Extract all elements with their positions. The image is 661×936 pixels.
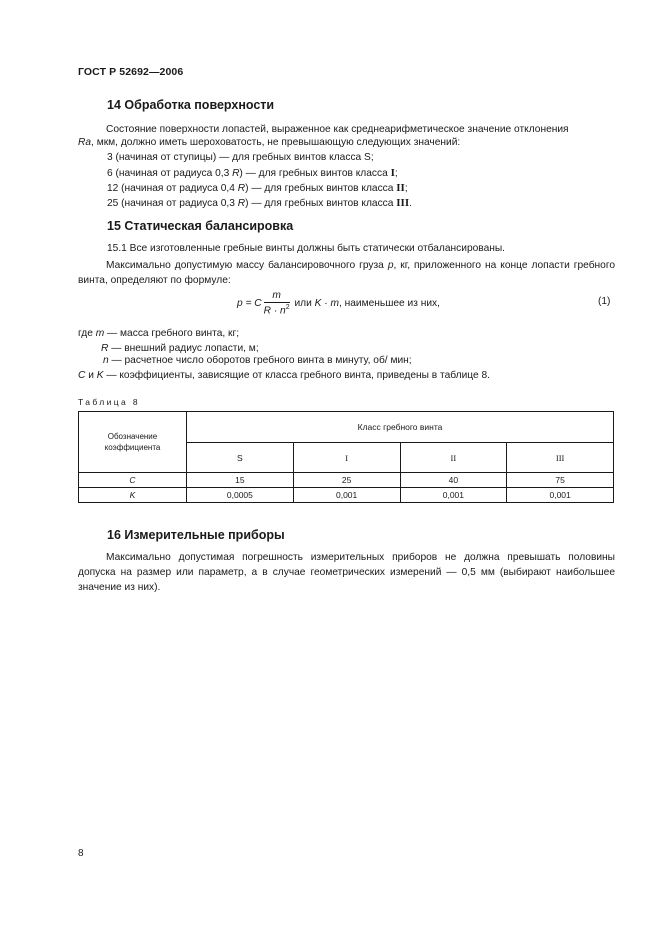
formula-or: или <box>291 297 315 309</box>
p-symbol: p <box>387 260 394 271</box>
r-symbol: R <box>101 343 109 354</box>
header-coefficient <box>79 412 187 473</box>
formula-fraction <box>264 290 290 316</box>
p2-text: , кг, приложенного на конце лопасти гребного винта, определяют по формуле: <box>78 260 615 286</box>
where-r <box>101 343 259 354</box>
roughness-item-4 <box>107 197 412 209</box>
equation-number: (1) <box>598 296 611 307</box>
where-and: и <box>85 370 97 381</box>
item-end: ; <box>404 183 408 194</box>
section-14-intro <box>78 122 615 137</box>
table-cell: 0,001 <box>507 488 614 503</box>
n-symbol: n <box>103 355 109 366</box>
item-text: ) — для гребных винтов класса <box>239 168 391 179</box>
formula-lhs: p = C <box>237 297 262 309</box>
fraction-denominator <box>264 303 290 316</box>
item-end: . <box>409 198 412 209</box>
table-cell: 0,001 <box>400 488 507 503</box>
where-text: — масса гребного винта, кг; <box>104 328 240 339</box>
denominator-text: R · n <box>263 305 286 317</box>
table-cell: 75 <box>507 473 614 488</box>
where-prefix: где <box>78 328 96 339</box>
item-text: ) — для гребных винтов класса <box>245 198 397 209</box>
ra-symbol: Ra <box>78 137 92 148</box>
radius-symbol: R <box>237 183 246 194</box>
section-15-paragraph-2 <box>78 258 615 288</box>
item-text: 25 (начиная от радиуса 0,3 <box>107 198 238 209</box>
where-text: — внешний радиус лопасти, м; <box>108 343 259 354</box>
row-symbol <box>79 473 187 488</box>
m-symbol: m <box>95 328 105 339</box>
fraction-numerator: m <box>264 290 290 303</box>
intro-line-2-text: , мкм, должно иметь шероховатость, не превышающую следующих значений: <box>91 137 461 148</box>
item-text: 12 (начиная от радиуса 0,4 <box>107 183 238 194</box>
table-cell: 25 <box>293 473 400 488</box>
section-15-title: 15 Статическая балансировка <box>107 219 294 233</box>
section-16-paragraph: Максимально допустимая погрешность измерительных приборов не должна превышать половины допуска на размер или параметр, а в случае геометрических измерений — 0,5 мм (выбирают наибольшее значение из них). <box>78 552 615 593</box>
section-16-title: 16 Измерительные приборы <box>107 528 285 542</box>
where-n <box>103 355 412 366</box>
class-header: II <box>400 443 507 473</box>
table-row <box>79 488 614 503</box>
radius-symbol: R <box>237 198 246 209</box>
symbol-c: C <box>129 475 136 485</box>
where-c-k <box>78 370 490 381</box>
row-symbol <box>79 488 187 503</box>
section-14-title: 14 Обработка поверхности <box>107 98 275 112</box>
section-15-paragraph-1: 15.1 Все изготовленные гребные винты должны быть статически отбалансированы. <box>107 243 506 254</box>
section-14-intro-line-2 <box>78 137 460 148</box>
table-cell: 0,001 <box>293 488 400 503</box>
table-cell: 40 <box>400 473 507 488</box>
roughness-item-1 <box>107 152 374 163</box>
item-end: ; <box>370 152 374 163</box>
intro-line-1: Состояние поверхности лопастей, выраженное как среднеарифметическое значение отклонения <box>106 124 569 135</box>
class-header: III <box>507 443 614 473</box>
coefficients-table <box>78 411 614 503</box>
p2-text: Максимально допустимую массу балансировочного груза <box>106 260 388 271</box>
document-id: ГОСТ Р 52692—2006 <box>78 66 184 78</box>
header-class-group: Класс гребного винта <box>187 412 614 443</box>
header-coefficient-text: Обозначение коэффициента <box>104 432 161 452</box>
radius-symbol: R <box>232 168 240 179</box>
class-label: S <box>364 152 371 163</box>
class-header: S <box>187 443 294 473</box>
roughness-item-2 <box>107 167 398 179</box>
formula-tail: , наименьшее из них, <box>338 297 440 309</box>
c-symbol: C <box>78 370 86 381</box>
item-text: 3 (начиная от ступицы) — для гребных винтов класса <box>107 152 365 163</box>
k-symbol: K <box>96 370 104 381</box>
denominator-exponent: 2 <box>285 304 290 311</box>
class-label: II <box>396 182 405 194</box>
table-cell: 0,0005 <box>187 488 294 503</box>
symbol-k: K <box>129 490 136 500</box>
table-caption: Таблица 8 <box>78 397 141 407</box>
table-cell: 15 <box>187 473 294 488</box>
class-label: I <box>390 167 395 179</box>
where-text: — коэффициенты, зависящие от класса гребного винта, приведены в таблице 8. <box>103 370 490 381</box>
balancing-formula <box>237 290 440 316</box>
item-text: 6 (начиная от радиуса 0,3 <box>107 168 233 179</box>
page-number: 8 <box>78 848 84 859</box>
item-end: ; <box>394 168 398 179</box>
roughness-item-3 <box>107 182 408 194</box>
table-header-row <box>79 412 614 443</box>
item-text: ) — для гребных винтов класса <box>245 183 397 194</box>
class-header: I <box>293 443 400 473</box>
where-m <box>78 328 239 339</box>
table-row <box>79 473 614 488</box>
where-text: — расчетное число оборотов гребного винта в минуту, об/ мин; <box>108 355 412 366</box>
class-label: III <box>396 197 410 209</box>
formula-alt: K · m <box>314 297 339 309</box>
